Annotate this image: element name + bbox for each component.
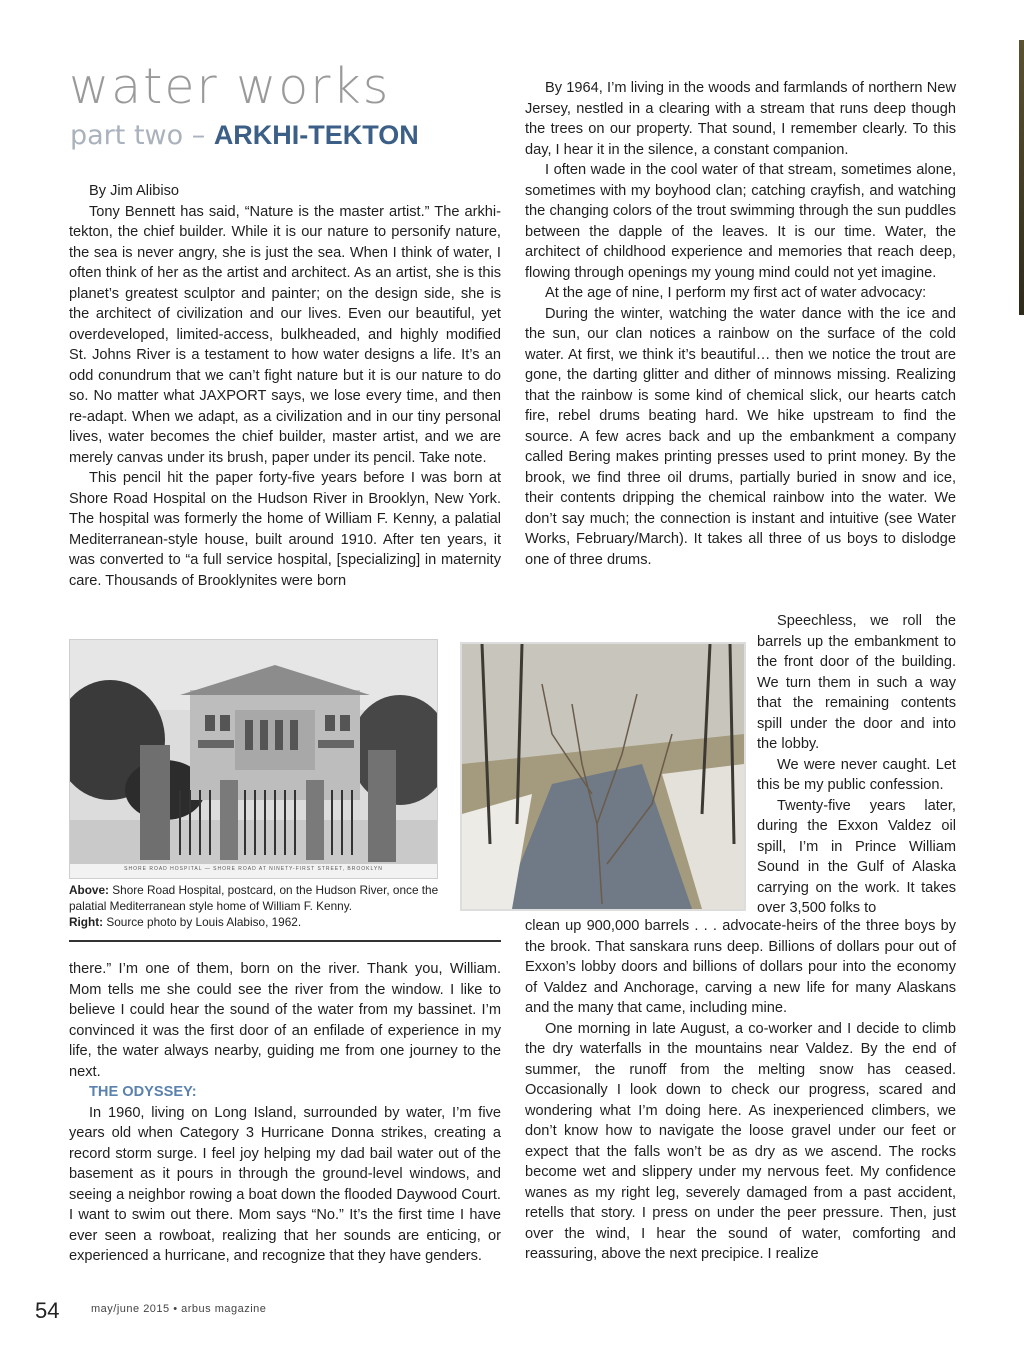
column-right-top [525, 78, 956, 570]
paragraph: Tony Bennett has said, “Nature is the master artist.” The arkhi-tekton, the chief builder. While it is our nature to personify nature, the sea is never angry, she is just the sea. When I think of water, I often think of her as the artist and architect. As an artist, she is this planet’s greatest sculptor and painter; on the design side, she is the architect of civilization and our lives. Even our beautiful, yet overdeveloped, limited-access, bulkheaded, and highly modified St. Johns River is a testament to how water designs a life. It’s an odd conundrum that we can’t fight nature but it is our nature to do so. No matter what JAXPORT says, we lose every time, and then re-adapt. When we adapt, as a civilization and in our tiny personal lives, water becomes the chief builder, master artist, and we are merely canvas under its brush, paper under its pencil. Take note. [69, 203, 501, 466]
section-heading: THE ODYSSEY: [89, 1084, 197, 1100]
footer-text: may/june 2015 • arbus magazine [91, 1303, 267, 1315]
byline: By Jim Alibiso [89, 183, 180, 199]
paragraph: there.” I’m one of them, born on the river. Thank you, William. Mom tells me she could see the river from the window. I like to believe I could hear the sound of the water from my bassinet. I’m convinced it was the first door of an enfilade of experience in my life, the water always nearby, guiding me from one journey to the next. [69, 961, 501, 1080]
caption-right-text: Source photo by Louis Alabiso, 1962. [103, 915, 302, 929]
column-right-bottom [525, 916, 956, 1265]
paragraph: Speechless, we roll the barrels up the embankment to the front door of the building. We turn them in such a way that the remaining contents spill under the door and into the lobby. [757, 613, 956, 752]
paragraph: This pencil hit the paper forty-five years before I was born at Shore Road Hospital on the Hudson River in Brooklyn, New York. The hospital was formerly the home of William F. Kenny, a palatial Mediterranean-style house, built around 1910. After ten years, it was converted to “a full service hospital, [specializing] in maternity care. Thousands of Brooklynites were born [69, 470, 501, 589]
caption-above-text: Shore Road Hospital, postcard, on the Hudson River, once the palatial Mediterranean style home of William F. Kenny. [69, 883, 439, 913]
column-left-top [69, 181, 501, 591]
paragraph: At the age of nine, I perform my first act of water advocacy: [545, 285, 927, 301]
article-subtitle [70, 122, 419, 149]
stream-photo [460, 642, 746, 911]
hospital-postcard-image [69, 639, 438, 879]
paragraph: By 1964, I’m living in the woods and farmlands of northern New Jersey, nestled in a clearing with a stream that runs deep though the trees on our property. That sound, I remember clearly. To this day, I hear it in the silence, a constant companion. [525, 80, 956, 158]
photo-caption [69, 882, 439, 930]
paragraph: In 1960, living on Long Island, surrounded by water, I’m five years old when Category 3 Hurricane Donna strikes, creating a record storm surge. I feel joy helping my dad bail water out of the basement as it pours in through the ground-level windows, and seeing a neighbor rowing a boat down the flooded Daywood Court. I want to swim out there. Mom says “No.” It’s the first time I have ever seen a rowboat, realizing that her sounds are enticing, or experienced a hurricane, and recognize that they have genders. [69, 1104, 501, 1264]
postcard-caption: SHORE ROAD HOSPITAL — SHORE ROAD AT NINETY-FIRST STREET, BROOKLYN [124, 866, 383, 872]
paragraph: One morning in late August, a co-worker and I decide to climb the dry waterfalls in the mountains near Valdez. By the end of summer, the runoff from the melting snow has ceased. Occasionally I look down to check our progress, scared and wondering what I’m doing here. As inexperienced climbers, we don’t know how to navigate the loose gravel under our feet or expect that the falls won’t be as dry as we ascend. The rocks become wet and slippery under my nervous feet. My confidence wanes as my right leg, severely damaged from a past accident, retells that story. I press on under the peer pressure. Then, just over the wind, I hear the sound of water, comforting and reassuring, above the next precipice. I realize [525, 1020, 956, 1262]
subtitle-prefix: part two – [70, 120, 214, 151]
caption-right-label: Right: [69, 915, 104, 929]
paragraph: During the winter, watching the water dance with the ice and the sun, our clan notices a rainbow on the surface of the cold water. At first, we think it’s beautiful… then we notice the trout are gone, the darting glitter and dither of minnows missing. Realizing that the rainbow is some kind of chemical slick, our hearts catch fire, rebel drums beating hard. We hike upstream to find the source. A few acres back and up the embankment a company called Bering makes printing presses used to print money. By the brook, we find three oil drums, partially buried in snow and ice, their contents dripping the chemical rainbow into the water. We don’t say much; the connection is instant and intuitive (see Water Works, February/March). It takes all three of us boys to dislodge one of three drums. [525, 305, 956, 568]
caption-divider [69, 940, 501, 942]
page-edge-bar [1019, 40, 1024, 315]
caption-above-label: Above: [69, 883, 109, 897]
paragraph: clean up 900,000 barrels . . . advocate-heirs of the three boys by the brook. That sanskara runs deep. Billions of dollars pour out of Exxon’s lobby doors and billions of dollars pour into the economy of Valdez and Anchorage, carving a new life for many Alaskans and the many that came, including mine. [525, 918, 956, 1016]
article-title: water works [69, 58, 391, 115]
column-right-narrow [757, 611, 956, 919]
paragraph: We were never caught. Let this be my public confession. [757, 756, 956, 793]
column-left-bottom [69, 959, 501, 1267]
paragraph: Twenty-five years later, during the Exxon Valdez oil spill, I’m in Prince William Sound in the Gulf of Alaska carrying on the work. It takes over 3,500 folks to [757, 797, 956, 916]
subtitle-strong: ARKHI-TEKTON [213, 120, 419, 150]
page-number: 54 [35, 1298, 60, 1323]
paragraph: I often wade in the cool water of that stream, sometimes alone, sometimes with my boyhood clan; catching crayfish, and watching the changing colors of the trout swimming through the sun puddles between the dapple of the leaves. It is our time. Water, the architect of childhood experience and memories that reach deep, flowing through openings my young mind could not yet imagine. [525, 162, 956, 281]
